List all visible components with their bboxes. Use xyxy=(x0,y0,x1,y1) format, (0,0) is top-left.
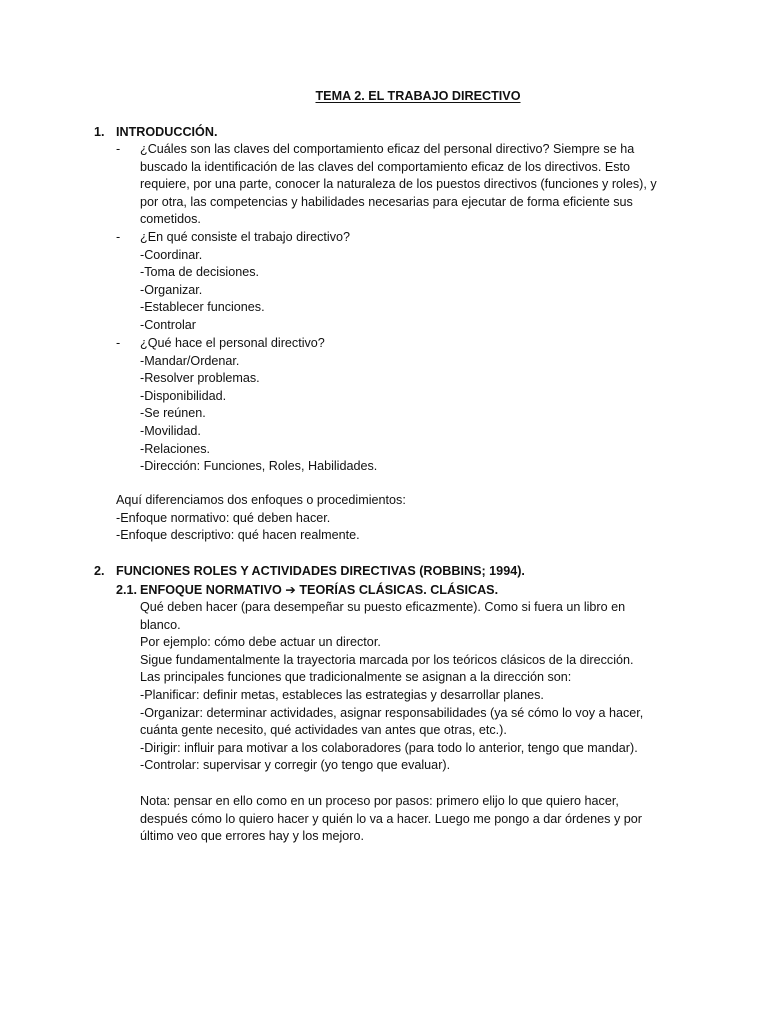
text-line: -Coordinar. xyxy=(140,247,203,262)
subsection-number: 2.1. xyxy=(116,583,138,597)
section-1-heading xyxy=(94,124,217,142)
section-1-title: INTRODUCCIÓN. xyxy=(116,125,218,139)
text-line: -Establecer funciones. xyxy=(140,300,265,315)
text-line: Por ejemplo: cómo debe actuar un director. xyxy=(140,635,381,650)
text-line: Nota: pensar en ello como en un proceso por pasos: primero elijo lo que quiero hacer, xyxy=(140,794,619,808)
text-line: -Organizar. xyxy=(140,282,203,297)
text-line: blanco. xyxy=(140,617,181,632)
text-line: -Controlar xyxy=(140,317,196,332)
text-line: -Organizar: determinar actividades, asignar responsabilidades (ya sé cómo lo voy a hacer, xyxy=(140,705,644,720)
document-title: TEMA 2. EL TRABAJO DIRECTIVO xyxy=(315,89,521,103)
text-line: -Se reúnen. xyxy=(140,406,206,421)
list-item-trabajo-directivo xyxy=(116,229,706,335)
section-1-number: 1. xyxy=(94,125,105,139)
text-line: Las principales funciones que tradicionalmente se asignan a la dirección son: xyxy=(140,670,572,685)
subsection-2-1-heading xyxy=(116,581,498,600)
section-2-number: 2. xyxy=(94,564,105,578)
list-item-claves xyxy=(116,141,706,229)
section-2-title: FUNCIONES ROLES Y ACTIVIDADES DIRECTIVAS (ROBBINS; 1994). xyxy=(116,564,525,578)
text-line: por otra, las competencias y habilidades necesarias para ejecutar de forma eficiente sus xyxy=(140,194,633,209)
list-dash: - xyxy=(116,230,121,244)
list-item-personal-directivo xyxy=(116,335,706,476)
text-line: -Controlar: supervisar y corregir (yo tengo que evaluar). xyxy=(140,758,451,773)
text-line: Qué deben hacer (para desempeñar su puesto eficazmente). Como si fuera un libro en xyxy=(140,600,626,614)
text-line: -Enfoque descriptivo: qué hacen realmente. xyxy=(116,528,360,543)
text-line: Aquí diferenciamos dos enfoques o procedimientos: xyxy=(116,493,406,507)
text-line: requiere, por una parte, conocer la naturaleza de los puestos directivos (funciones y roles), y xyxy=(140,177,657,192)
text-line: buscado la identificación de las claves del comportamiento eficaz de los directivos. Esto xyxy=(140,159,631,174)
text-line: -Disponibilidad. xyxy=(140,388,227,403)
approaches-paragraph xyxy=(116,492,716,545)
text-line: después cómo lo quiero hacer y quién lo va a hacer. Luego me pongo a dar órdenes y por xyxy=(140,811,642,826)
right-arrow-icon: ➔ xyxy=(285,582,296,597)
text-line: ¿Qué hace el personal directivo? xyxy=(140,336,325,350)
text-line: cuánta gente necesito, qué actividades van antes que otras, etc.). xyxy=(140,723,507,738)
text-line: -Relaciones. xyxy=(140,441,210,456)
subsection-2-1-body xyxy=(140,599,700,775)
text-line: -Toma de decisiones. xyxy=(140,265,260,280)
section-2-heading xyxy=(94,563,525,581)
text-line: -Resolver problemas. xyxy=(140,371,260,386)
text-line: -Movilidad. xyxy=(140,423,201,438)
text-line: -Dirigir: influir para motivar a los colaboradores (para todo lo anterior, tengo que mandar). xyxy=(140,740,638,755)
text-line: -Mandar/Ordenar. xyxy=(140,353,240,368)
subsection-title-b: TEORÍAS CLÁSICAS. CLÁSICAS. xyxy=(299,583,499,597)
text-line: Sigue fundamentalmente la trayectoria marcada por los teóricos clásicos de la dirección. xyxy=(140,652,634,667)
note-paragraph xyxy=(140,793,700,846)
text-line: último veo que errores hay y los mejoro. xyxy=(140,829,364,844)
text-line: -Enfoque normativo: qué deben hacer. xyxy=(116,510,331,525)
subsection-title-a: ENFOQUE NORMATIVO xyxy=(140,583,282,597)
list-dash: - xyxy=(116,336,121,350)
list-dash: - xyxy=(116,142,121,156)
text-line: ¿Cuáles son las claves del comportamiento eficaz del personal directivo? Siempre se ha xyxy=(140,142,635,156)
text-line: cometidos. xyxy=(140,212,201,227)
text-line: ¿En qué consiste el trabajo directivo? xyxy=(140,230,351,244)
text-line: -Dirección: Funciones, Roles, Habilidades. xyxy=(140,459,378,474)
text-line: -Planificar: definir metas, estableces las estrategias y desarrollar planes. xyxy=(140,687,544,702)
